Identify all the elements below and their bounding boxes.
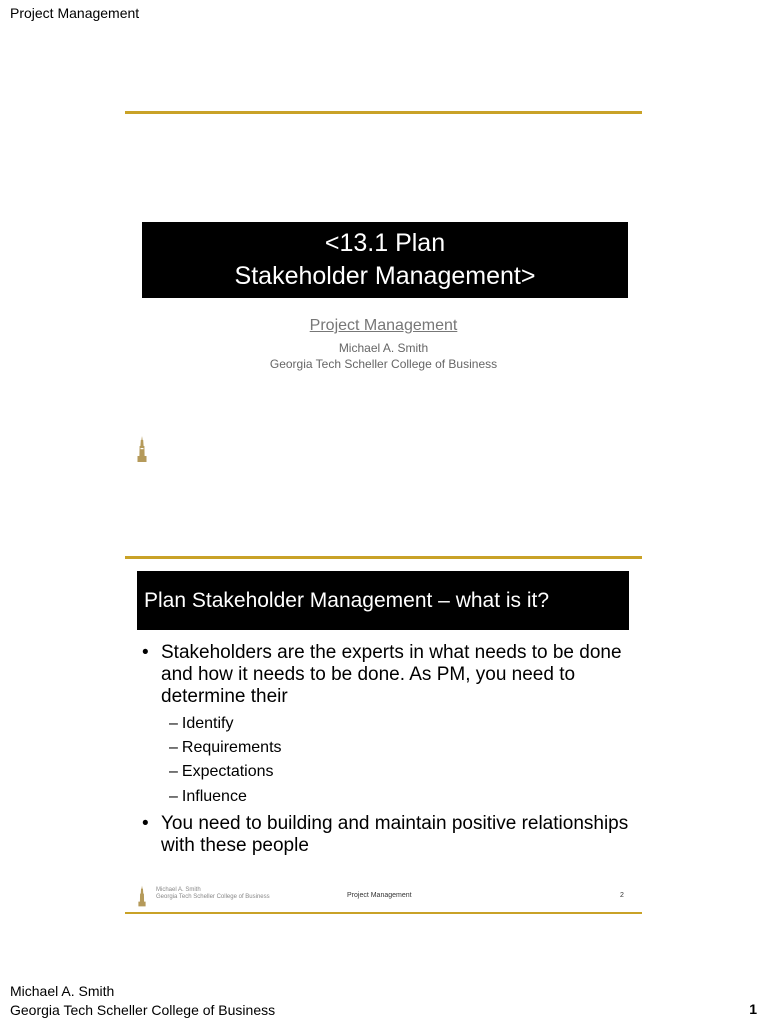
- slide-title-box: [142, 222, 628, 298]
- slide-top-rule: [125, 556, 642, 559]
- bullet-text: You need to building and maintain positive relationships with these people: [161, 813, 629, 856]
- sub-item-text: Identify: [181, 715, 234, 732]
- slide-footer-author: [156, 887, 270, 901]
- slide-footer-course: Project Management: [347, 892, 412, 899]
- sub-item-text: Requirements: [181, 739, 282, 756]
- content-slide: [125, 556, 642, 916]
- tech-tower-logo-icon: [137, 436, 147, 462]
- bullet-item: [140, 642, 630, 708]
- slide-top-rule: [125, 111, 642, 114]
- sub-item: – Expectations: [169, 763, 274, 780]
- sub-item: – Identify: [169, 715, 234, 732]
- page-number: 1: [749, 1001, 757, 1017]
- title-slide: [125, 111, 642, 541]
- slide-title-line-2: Stakeholder Management>: [234, 262, 536, 290]
- slide-footer-author-name: Michael A. Smith: [156, 887, 201, 893]
- slide-footer-college: Georgia Tech Scheller College of Business: [156, 894, 270, 900]
- page-footer: [10, 982, 275, 1020]
- sub-item-text: Expectations: [181, 763, 274, 780]
- slide-title: Plan Stakeholder Management – what is it?: [137, 571, 629, 630]
- slide-number: 2: [620, 892, 624, 899]
- page-header-title: Project Management: [10, 5, 140, 21]
- slide-title-line-1: <13.1 Plan: [324, 229, 446, 257]
- course-name: Project Management: [309, 317, 458, 334]
- college-name: Georgia Tech Scheller College of Business: [269, 357, 498, 371]
- tech-tower-logo-icon: [138, 883, 146, 909]
- bullet-dot: •: [142, 813, 149, 834]
- bullet-item: [140, 813, 630, 857]
- slide-bottom-rule: [125, 912, 642, 914]
- bullet-dot: •: [142, 642, 149, 663]
- sub-item: – Requirements: [169, 739, 282, 756]
- author-name: Michael A. Smith: [338, 341, 429, 355]
- bullet-text: Stakeholders are the experts in what needs to be done and how it needs to be done. As PM, you need to determine their: [161, 642, 622, 707]
- footer-author: Michael A. Smith: [10, 983, 115, 999]
- sub-item: – Influence: [169, 788, 247, 805]
- footer-college: Georgia Tech Scheller College of Business: [10, 1002, 276, 1018]
- sub-item-text: Influence: [181, 788, 247, 805]
